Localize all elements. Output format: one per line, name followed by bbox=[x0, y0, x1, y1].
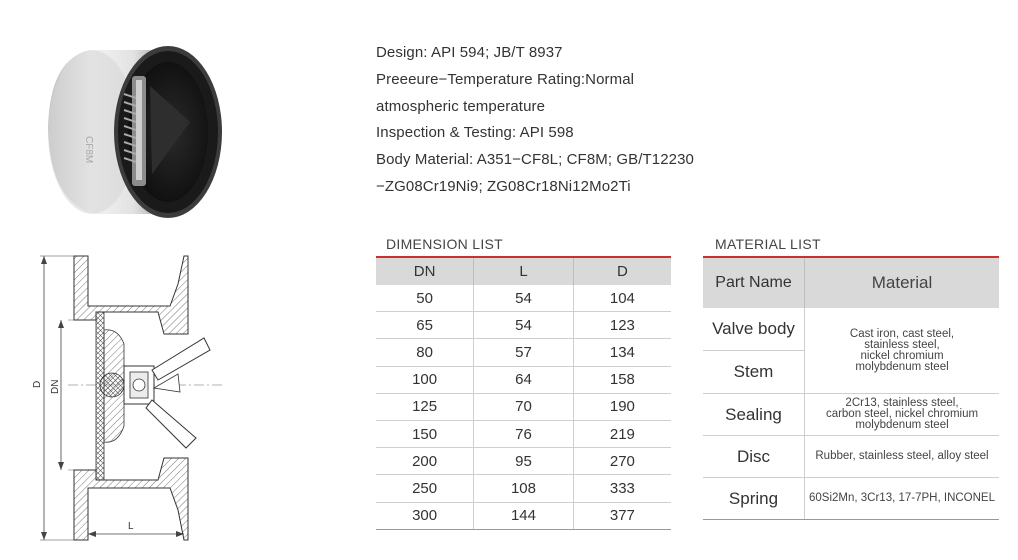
header-part-name: Part Name bbox=[703, 257, 805, 308]
table-row bbox=[376, 339, 671, 366]
header-material: Material bbox=[805, 257, 1000, 308]
spec-body-material-cont: −ZG08Cr19Ni9; ZG08Cr18Ni12Mo2Ti bbox=[376, 177, 631, 195]
dim-dn-label: DN bbox=[50, 379, 61, 394]
part-spring: Spring bbox=[703, 478, 805, 520]
material-sealing bbox=[805, 394, 1000, 436]
cell-dn: 65 bbox=[376, 312, 474, 339]
cell-d: 104 bbox=[573, 285, 671, 312]
material-body-stem-line: Cast iron, cast steel, bbox=[849, 327, 955, 340]
material-sealing-line: molybdenum steel bbox=[855, 419, 949, 431]
part-valve-body: Valve body bbox=[703, 308, 805, 351]
cell-l: 108 bbox=[474, 475, 574, 502]
material-row-spring bbox=[703, 478, 999, 520]
valve-photo bbox=[40, 36, 230, 226]
cell-dn: 200 bbox=[376, 448, 474, 475]
material-row-disc bbox=[703, 436, 999, 478]
table-row bbox=[376, 420, 671, 447]
dimension-list-title: DIMENSION LIST bbox=[386, 236, 503, 252]
spec-inspection: Inspection & Testing: API 598 bbox=[376, 124, 574, 142]
header-d: D bbox=[573, 257, 671, 285]
cell-l: 95 bbox=[474, 448, 574, 475]
material-body-stem-line: nickel chromium bbox=[860, 349, 944, 362]
dimension-table bbox=[376, 256, 671, 530]
material-table bbox=[703, 256, 999, 520]
table-row bbox=[376, 448, 671, 475]
table-row bbox=[376, 475, 671, 502]
header-l: L bbox=[474, 257, 574, 285]
cell-d: 123 bbox=[573, 312, 671, 339]
cell-l: 70 bbox=[474, 393, 574, 420]
cell-dn: 125 bbox=[376, 393, 474, 420]
material-disc: Rubber, stainless steel, alloy steel bbox=[805, 436, 1000, 478]
cell-dn: 300 bbox=[376, 502, 474, 529]
material-spring: 60Si2Mn, 3Cr13, 17-7PH, INCONEL bbox=[805, 478, 1000, 520]
drawing-graphic bbox=[28, 248, 228, 548]
table-row bbox=[376, 393, 671, 420]
spec-body-material: Body Material: A351−CF8L; CF8M; GB/T12230 bbox=[376, 151, 695, 169]
header-dn: DN bbox=[376, 257, 474, 285]
cell-dn: 250 bbox=[376, 475, 474, 502]
material-row-sealing bbox=[703, 394, 999, 436]
cell-dn: 150 bbox=[376, 420, 474, 447]
cell-l: 54 bbox=[474, 312, 574, 339]
cell-l: 54 bbox=[474, 285, 574, 312]
table-row bbox=[376, 312, 671, 339]
material-body-stem-line: stainless steel, bbox=[864, 338, 940, 351]
material-body-stem bbox=[805, 308, 1000, 394]
spec-pressure-temperature: Preeeure−Temperature Rating:Normal bbox=[376, 70, 635, 88]
cell-dn: 100 bbox=[376, 366, 474, 393]
table-row bbox=[376, 285, 671, 312]
table-row bbox=[376, 366, 671, 393]
cell-l: 144 bbox=[474, 502, 574, 529]
cell-l: 64 bbox=[474, 366, 574, 393]
valve-photo-graphic bbox=[40, 36, 230, 226]
material-sealing-line: carbon steel, nickel chromium bbox=[825, 408, 979, 420]
material-sealing-line: 2Cr13, stainless steel, bbox=[845, 397, 959, 409]
material-header-row bbox=[703, 257, 999, 308]
cell-d: 219 bbox=[573, 420, 671, 447]
cell-d: 333 bbox=[573, 475, 671, 502]
spec-block bbox=[376, 40, 976, 201]
cell-d: 377 bbox=[573, 502, 671, 529]
dim-d-label: D bbox=[32, 380, 43, 388]
table-row bbox=[376, 502, 671, 529]
cell-l: 76 bbox=[474, 420, 574, 447]
cross-section-drawing bbox=[28, 248, 228, 548]
material-body-stem-line: molybdenum steel bbox=[855, 360, 949, 373]
cell-dn: 80 bbox=[376, 339, 474, 366]
spec-pressure-temperature-cont: atmospheric temperature bbox=[376, 97, 546, 115]
cell-d: 158 bbox=[573, 366, 671, 393]
cell-d: 190 bbox=[573, 393, 671, 420]
cell-l: 57 bbox=[474, 339, 574, 366]
cell-d: 270 bbox=[573, 448, 671, 475]
dimension-header-row bbox=[376, 257, 671, 285]
cast-mark-text: CF8M bbox=[83, 136, 94, 164]
part-disc: Disc bbox=[703, 436, 805, 478]
part-sealing: Sealing bbox=[703, 394, 805, 436]
cell-d: 134 bbox=[573, 339, 671, 366]
material-row-valve-body bbox=[703, 308, 999, 351]
material-list-title: MATERIAL LIST bbox=[715, 236, 821, 252]
spec-design: Design: API 594; JB/T 8937 bbox=[376, 44, 563, 61]
dim-l-label: L bbox=[128, 521, 134, 532]
cell-dn: 50 bbox=[376, 285, 474, 312]
part-stem: Stem bbox=[703, 351, 805, 394]
